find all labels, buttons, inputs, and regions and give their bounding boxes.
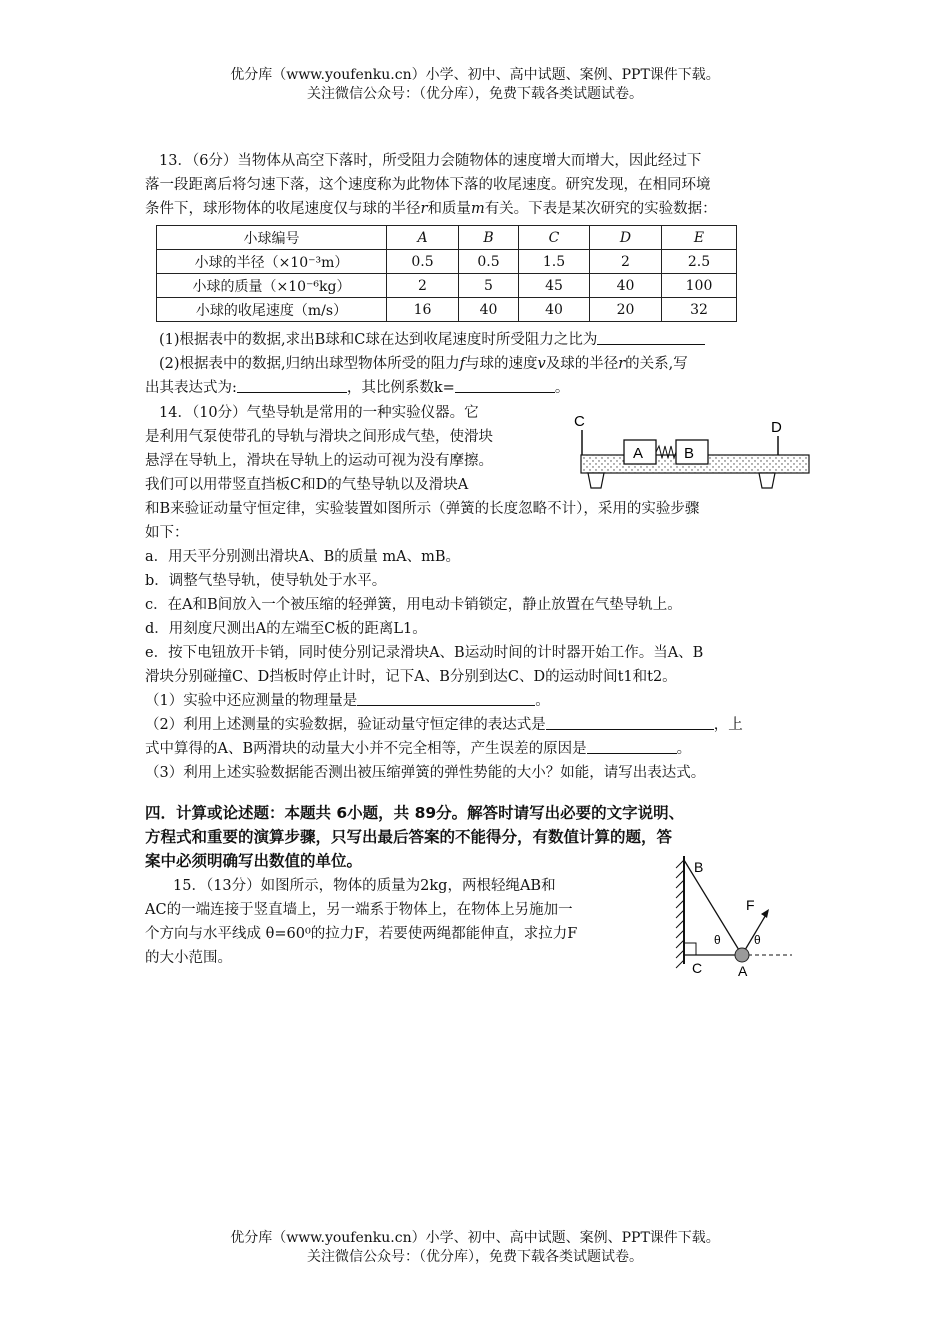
table-header-cell: B: [459, 226, 519, 250]
footer-line-2: 关注微信公众号：（优分库），免费下载各类试题试卷。: [307, 1249, 643, 1265]
q14-line-4: 我们可以用带竖直挡板C和D的气垫导轨以及滑块A: [145, 477, 469, 493]
page-footer: [0, 1229, 950, 1267]
point-a-label: A: [738, 963, 748, 979]
q14-line-5: 和B来验证动量守恒定律，实验装置如图所示（弹簧的长度忽略不计），采用的实验步骤: [145, 501, 700, 517]
q14-line-1: 14．（10分）气垫导轨是常用的一种实验仪器。它: [159, 405, 479, 421]
question-13-intro: [145, 149, 810, 221]
table-cell: 32: [662, 298, 737, 322]
answer-blank: [587, 738, 677, 754]
table-cell: 40: [459, 298, 519, 322]
table-cell: 2.5: [662, 250, 737, 274]
q14-sub-2: [145, 713, 810, 737]
plate-c-label: C: [574, 413, 585, 430]
table-row: [157, 298, 737, 322]
table-cell: 小球的半径（×10⁻³m）: [157, 250, 387, 274]
question-13-subquestions: [145, 328, 810, 400]
q13-sub-2c: 及球的半径: [545, 356, 619, 372]
table-cell: 16: [387, 298, 459, 322]
q13-line-3b: 和质量: [427, 201, 471, 217]
var-v: v: [537, 356, 546, 372]
table-cell: 20: [590, 298, 662, 322]
q13-sub-2-cont: [145, 376, 810, 400]
q13-sub-2d: 的关系,写: [625, 356, 688, 372]
air-track-diagram: [570, 408, 820, 500]
table-cell: 40: [519, 298, 590, 322]
slider-b-label: B: [684, 445, 695, 462]
q14-sub-3: （3）利用上述实验数据能否测出被压缩弹簧的弹性势能的大小？如能，请写出表达式。: [145, 765, 706, 781]
section-4-line-1: 四．计算或论述题：本题共 6小题，共 89分。解答时请写出必要的文字说明、: [145, 804, 685, 822]
answer-blank: [357, 690, 535, 706]
slider-a-label: A: [633, 445, 644, 462]
q13-sub-2a: (2)根据表中的数据,归纳出球型物体所受的阻力: [159, 356, 460, 372]
table-row: [157, 274, 737, 298]
answer-blank: [597, 329, 705, 345]
q13-sub-1-text: (1)根据表中的数据,求出B球和C球在达到收尾速度时所受阻力之比为: [159, 332, 598, 348]
mass-object: [735, 948, 749, 962]
header-line-2: 关注微信公众号：（优分库），免费下载各类试题试卷。: [307, 86, 643, 102]
table-cell: 45: [519, 274, 590, 298]
q13-line-3: [145, 197, 810, 221]
q14-sub-1a: （1）实验中还应测量的物理量是: [145, 693, 358, 709]
q14-line-6: 如下：: [145, 525, 189, 541]
q14-step-b: b．调整气垫导轨，使导轨处于水平。: [145, 573, 387, 589]
q14-step-d: d．用刻度尺测出A的左端至C板的距离L1。: [145, 621, 427, 637]
var-r: r: [420, 201, 428, 217]
table-cell: 1.5: [519, 250, 590, 274]
experiment-data-table: [156, 225, 737, 322]
table-header-cell: 小球编号: [157, 226, 387, 250]
header-line-1: 优分库（www.youfenku.cn）小学、初中、高中试题、案例、PPT课件下载。: [230, 67, 720, 83]
page-header: [0, 66, 950, 104]
table-header-cell: A: [387, 226, 459, 250]
force-f-arrowhead: [761, 909, 769, 918]
q14-sub-2b: ，上: [713, 717, 743, 733]
table-cell: 5: [459, 274, 519, 298]
footer-line-1: 优分库（www.youfenku.cn）小学、初中、高中试题、案例、PPT课件下载。: [230, 1230, 720, 1246]
q14-sub-2a: （2）利用上述测量的实验数据，验证动量守恒定律的表达式是: [145, 717, 546, 733]
q14-sub-1b: 。: [535, 693, 550, 709]
q14-step-c: c．在A和B间放入一个被压缩的轻弹簧，用电动卡销锁定，静止放置在气垫导轨上。: [145, 597, 682, 613]
q14-step-a: a．用天平分别测出滑块A、B的质量 mA、mB。: [145, 549, 461, 565]
q13-sub-2e: 出其表达式为:: [145, 380, 237, 396]
table-cell: 2: [387, 274, 459, 298]
answer-blank: [546, 714, 714, 730]
table-cell: 0.5: [387, 250, 459, 274]
force-f-label: F: [746, 897, 755, 913]
q15-line-3: 个方向与水平线成 θ=60⁰的拉力F，若要使两绳都能伸直，求拉力F: [145, 926, 578, 942]
q14-sub-2-cont: [145, 737, 810, 761]
var-m: m: [470, 201, 485, 217]
point-b-label: B: [694, 859, 704, 875]
rope-ab: [684, 860, 742, 955]
table-cell: 40: [590, 274, 662, 298]
table-header-cell: C: [519, 226, 590, 250]
q13-line-3a: 条件下，球形物体的收尾速度仅与球的半径: [145, 201, 421, 217]
table-cell: 小球的质量（×10⁻⁶kg）: [157, 274, 387, 298]
q13-sub-2g: 。: [554, 380, 570, 396]
track-leg-left: [588, 473, 604, 488]
table-row: [157, 250, 737, 274]
q13-line-1: 13．（6分）当物体从高空下落时，所受阻力会随物体的速度增大而增大，因此经过下: [159, 153, 702, 169]
table-cell: 2: [590, 250, 662, 274]
table-cell: 小球的收尾速度（m/s）: [157, 298, 387, 322]
answer-blank: [455, 377, 555, 393]
q14-step-e-1: e．按下电钮放开卡销，同时使分别记录滑块A、B运动时间的计时器开始工作。当A、B: [145, 645, 704, 661]
var-f: f: [459, 356, 466, 372]
table-cell: 0.5: [459, 250, 519, 274]
var-r: r: [618, 356, 626, 372]
q14-line-3: 悬浮在导轨上，滑块在导轨上的运动可视为没有摩擦。: [145, 453, 493, 469]
table-header-cell: D: [590, 226, 662, 250]
q15-line-2: AC的一端连接于竖直墙上，另一端系于物体上，在物体上另施加一: [145, 902, 573, 918]
wall-hatching: [676, 860, 684, 968]
table-header-row: [157, 226, 737, 250]
table-cell: 100: [662, 274, 737, 298]
track-leg-right: [759, 473, 775, 488]
q13-sub-2b: 与球的速度: [465, 356, 538, 372]
q13-sub-2: [145, 352, 810, 376]
section-4-line-3: 案中必须明确写出数值的单位。: [145, 852, 363, 870]
q14-sub-2d: 。: [676, 741, 692, 757]
table-header-cell: E: [662, 226, 737, 250]
plate-d-label: D: [771, 419, 782, 436]
q14-sub-2c: 式中算得的A、B两滑块的动量大小并不完全相等，产生误差的原因是: [145, 741, 587, 757]
answer-blank: [237, 377, 347, 393]
q13-line-3c: 有关。下表是某次研究的实验数据：: [484, 201, 717, 217]
q14-sub-1: [145, 689, 810, 713]
point-c-label: C: [692, 960, 703, 976]
rope-force-diagram: [668, 852, 798, 984]
q15-line-4: 的大小范围。: [145, 950, 232, 966]
theta-right: θ: [754, 933, 761, 947]
q15-line-1: 15．（13分）如图所示，物体的质量为2kg，两根轻绳AB和: [173, 878, 556, 894]
q14-step-e-2: 滑块分别碰撞C、D挡板时停止计时，记下A、B分别到达C、D的运动时间t1和t2。: [145, 669, 677, 685]
section-4-line-2: 方程式和重要的演算步骤，只写出最后答案的不能得分，有数值计算的题，答: [145, 828, 673, 846]
theta-left: θ: [714, 933, 721, 947]
right-angle-mark: [684, 943, 696, 955]
q13-line-2: 落一段距离后将匀速下落，这个速度称为此物体下落的收尾速度。研究发现，在相同环境: [145, 177, 711, 193]
q14-line-2: 是利用气泵使带孔的导轨与滑块之间形成气垫，使滑块: [145, 429, 493, 445]
q13-sub-2f: ，其比例系数k=: [346, 380, 455, 396]
q13-sub-1: [145, 328, 810, 352]
